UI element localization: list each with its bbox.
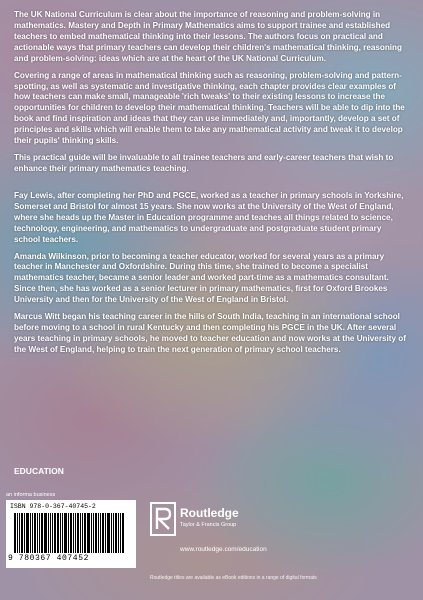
back-cover-text xyxy=(14,10,409,362)
author-name: Amanda Wilkinson xyxy=(14,251,87,261)
author-bio-text: , prior to becoming a teacher educator, worked for several years as a primary teacher in Manchester and Oxfordshire. During this time, she trained to become a specialist mathematics teacher, became a senior leader and worked part-time as a mathematics consultant. Since then, she has worked as a senior lecturer in primary mathematics, first for Oxford Brookes University and then for the University of the West of England in Bristol. xyxy=(14,251,389,305)
informa-tagline: an informa business xyxy=(6,492,56,498)
routledge-logo-icon xyxy=(150,502,176,536)
blurb-paragraph-2: Covering a range of areas in mathematical thinking such as reasoning, problem-solving and pattern-spotting, as well as systematic and investigative thinking, each chapter provides clear examples of how teachers can make small, manageable 'rich tweaks' to their existing lessons to increase the opportunities for children to develop their mathematical thinking. Teachers will be able to dip into the book and find inspiration and ideas that they can use immediately and, importantly, develop a set of principles and skills which will enable them to take any mathematical activity and tweak it to develop their pupils' thinking skills. xyxy=(14,70,405,146)
author-bio-1 xyxy=(14,191,409,246)
publisher-url[interactable]: www.routledge.com/education xyxy=(180,546,267,553)
blurb-paragraph-3: This practical guide will be invaluable to all trainee teachers and early-career teachers that wish to enhance their primary mathematics teaching. xyxy=(14,153,394,173)
publisher-group: Taylor & Francis Group xyxy=(180,522,237,528)
barcode-icon xyxy=(14,513,129,553)
category-label: EDUCATION xyxy=(14,466,64,476)
publisher-name: Routledge xyxy=(180,506,239,520)
author-name: Marcus Witt xyxy=(14,312,60,322)
isbn-number: 9 780367 407452 xyxy=(8,554,90,563)
barcode-box xyxy=(6,500,136,568)
ebook-note: Routledge titles are available as eBook editions in a range of digital formats xyxy=(150,575,317,581)
isbn-label: ISBN 978-0-367-40745-2 xyxy=(10,503,96,510)
blurb-paragraph-1: The UK National Curriculum is clear about the importance of reasoning and problem-solving in mathematics. Mastery and Depth in Primary Mathematics aims to support trainee and established teachers to embed mathematical thinking into their lessons. The authors focus on practical and actionable ways that primary teachers can develop their children's mathematical thinking, reasoning and problem-solving: ideas which are at the heart of the UK National Curriculum. xyxy=(14,10,402,63)
publisher-logo xyxy=(150,500,300,540)
author-bio-3 xyxy=(14,312,409,356)
author-name: Fay Lewis xyxy=(14,190,53,200)
author-bio-text: began his teaching career in the hills of South India, teaching in an international school before moving to a school in rural Kentucky and then completing his PGCE in the UK. After several years teaching in primary schools, he moved to teacher education and now works at the University of the West of England, helping to train the next generation of primary school teachers. xyxy=(14,312,406,354)
author-bio-text: , after completing her PhD and PGCE, worked as a teacher in primary schools in Yorkshire, Somerset and Bristol for almost 15 years. She now works at the University of the West of England, where she heads up the Master in Education programme and teaches all things related to science, technology, engineering, and mathematics to undergraduate and postgraduate student primary school teachers. xyxy=(14,190,404,244)
author-bio-2 xyxy=(14,252,409,307)
